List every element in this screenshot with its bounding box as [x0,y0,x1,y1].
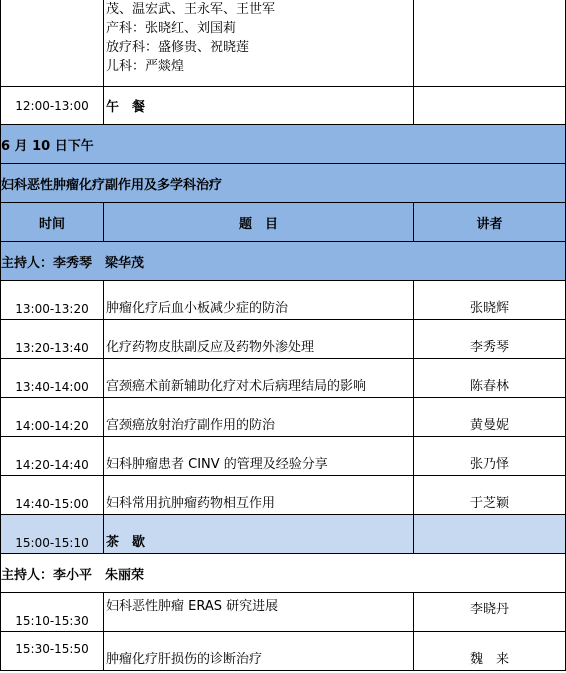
col-speaker-header: 讲者 [414,203,566,242]
talk-speaker: 黄曼妮 [414,398,566,437]
talk-topic: 肿瘤化疗后血小板减少症的防治 [104,281,414,320]
table-row [1,593,566,632]
talk-time: 15:10-15:30 [1,593,104,632]
talk-topic: 化疗药物皮肤副反应及药物外渗处理 [104,320,414,359]
table-row [1,359,566,398]
column-header-row [1,203,566,242]
table-row [1,398,566,437]
lunch-row [1,87,566,125]
table-row [1,476,566,515]
tea-label: 茶 歇 [104,515,414,554]
col-time-header: 时间 [1,203,104,242]
table-row [1,281,566,320]
talk-time: 14:40-15:00 [1,476,104,515]
talk-topic: 肿瘤化疗肝损伤的诊断治疗 [104,632,414,671]
talk-time: 15:30-15:50 [1,632,104,671]
talk-speaker: 张乃怿 [414,437,566,476]
talk-speaker: 李晓丹 [414,593,566,632]
session-row [1,164,566,203]
talk-topic: 妇科常用抗肿瘤药物相互作用 [104,476,414,515]
table-row [1,632,566,671]
talk-speaker: 陈春林 [414,359,566,398]
talk-topic: 宫颈癌放射治疗副作用的防治 [104,398,414,437]
top-block-row [1,0,566,87]
session-title: 妇科恶性肿瘤化疗副作用及多学科治疗 [1,164,566,203]
committee-list [104,0,414,87]
talk-topic: 妇科肿瘤患者 CINV 的管理及经验分享 [104,437,414,476]
committee-line: 放疗科：盛修贵、祝晓莲 [106,40,250,55]
tea-row [1,515,566,554]
day-label: 6 月 10 日下午 [1,125,566,164]
tea-time: 15:00-15:10 [1,515,104,554]
committee-line: 茂、温宏武、王永军、王世军 [106,2,276,17]
day-row [1,125,566,164]
host-label: 主持人：李小平 朱丽荣 [1,554,566,593]
lunch-label: 午 餐 [104,87,414,125]
committee-line: 儿科：严燚煌 [106,59,185,74]
talk-time: 13:00-13:20 [1,281,104,320]
talk-speaker: 于芝颖 [414,476,566,515]
host-label: 主持人：李秀琴 梁华茂 [1,242,566,281]
col-topic-header: 题 目 [104,203,414,242]
talk-time: 14:00-14:20 [1,398,104,437]
talk-time: 13:20-13:40 [1,320,104,359]
table-row [1,437,566,476]
talk-topic: 宫颈癌术前新辅助化疗对术后病理结局的影响 [104,359,414,398]
talk-time: 13:40-14:00 [1,359,104,398]
talk-speaker: 张晓辉 [414,281,566,320]
table-row [1,320,566,359]
host-row [1,554,566,593]
lunch-time: 12:00-13:00 [1,87,104,125]
talk-topic: 妇科恶性肿瘤 ERAS 研究进展 [104,593,414,632]
talk-time: 14:20-14:40 [1,437,104,476]
talk-speaker: 魏 来 [414,632,566,671]
talk-speaker: 李秀琴 [414,320,566,359]
committee-line: 产科：张晓红、刘国莉 [106,21,237,36]
host-row [1,242,566,281]
